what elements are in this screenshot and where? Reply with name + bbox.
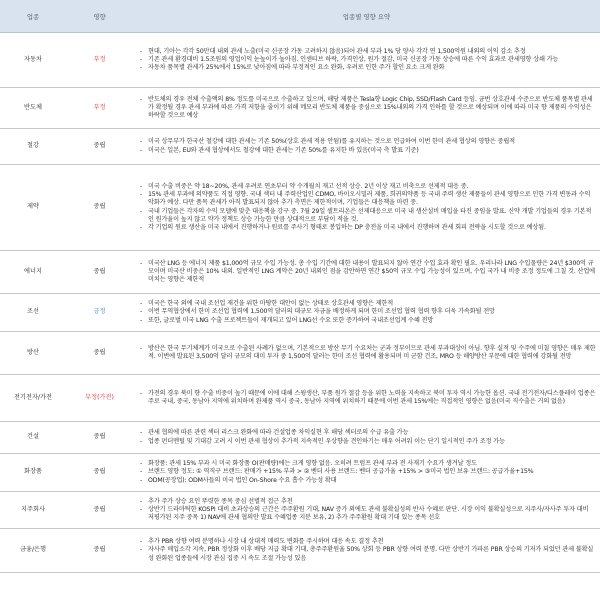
impact-cell: 부정 xyxy=(66,88,133,129)
industry-cell: 건설 xyxy=(0,422,66,454)
summary-list xyxy=(139,498,596,523)
summary-bullet: - 미국산 LNG 등 에너지 제품 $1,000억 규모 수입 가능성. 총 수입 기간에 대한 내용이 발표되지 않아 연간 수입 효과 확인 필요. 우리나라 LNG 수입물량은 24년 $300억 규모이며 미국산 비중은 10% 내외. 일반적인 LNG 계약은 20년 내외인 점을 감안하면 연간 $50억 규모 수입 가능성이 있으며, 수입 국가 내 비중 조정 정도에 그칠 것. 산업에 미치는 영향은 제한적 xyxy=(148,260,596,285)
industry-cell: 자동차 xyxy=(0,33,66,88)
industry-cell: 지주회사 xyxy=(0,492,66,529)
impact-cell: 부정(가전) xyxy=(66,375,133,422)
industry-cell: 금융/은행 xyxy=(0,529,66,573)
table-row xyxy=(0,375,600,422)
impact-cell: 중립 xyxy=(66,251,133,294)
summary-cell xyxy=(133,33,600,88)
summary-bullet: - ODM(공장업): ODM사들의 미국 법인 On-Shore 수요 흡수 가능성 확대 xyxy=(148,477,596,485)
table-row xyxy=(0,529,600,573)
impact-cell: 긍정 xyxy=(66,294,133,332)
summary-bullet: - 각 기업의 원료 생산을 미국 내에서 진행하거나 원료를 주사기 형태로 봉입하는 DP 충전을 미국 내에서 진행하며 관세 회피 전략을 시도할 것으로 예상됨. xyxy=(148,224,596,232)
summary-bullet: - 자사주 매입소각 지속, PBR 정상화 이후 배당 지급 확대 기대, 총주주환원율 50% 상회 등 PBR 상향 여력 분명. 다만 상반기 가파른 PBR 상승의 기저가 되었던 관세 불확실성 완화된 업종들에 시장 관심 집중 시 속도 조절 가능성 있음 xyxy=(148,546,596,563)
summary-bullet: - 업종 펀더멘털 및 기대감 고려 시 이번 관세 협상이 추가적 지속적인 우상향을 견인하기는 매우 어려워 이는 단기 일시적인 주가 조정 가능 xyxy=(148,438,596,446)
summary-bullet: - 15% 관세 부과에 의약품도 직접 영향. 국내 섹터 내 주력산업인 CDMO, 바이오시밀러 제품, 희귀의약품 등 국내 주력 생산 제품들이 관세 영향으로 인한 가격 변동과 수익 악화가 예상. 다만 품목 관세가 아직 발표되지 않아 추가 측면은 제한적이며, 기업들은 대응책을 마련 중. xyxy=(148,191,596,208)
summary-cell xyxy=(133,529,600,573)
summary-list xyxy=(139,429,596,446)
summary-bullet: - 현대, 기아는 각각 50만대 내외 관세 노출(미국 신공장 가동 고려하지 않음)되어 관세 부과 1% 당 양사 각각 연 1,500억원 내외의 이익 감소 추정 xyxy=(148,48,596,56)
impact-cell: 부정 xyxy=(66,33,133,88)
summary-cell xyxy=(133,492,600,529)
summary-cell xyxy=(133,129,600,165)
table-row xyxy=(0,129,600,165)
table-row xyxy=(0,88,600,129)
summary-bullet: - 기존 관세 환경대비 1.5조원의 영업이익 눈높이가 높아짐. 인센티브 하락, 가격인상, 원가 절감, 미국 신공장 가동 상승에 따른 수익 효과로 관세영향 상쇄 가능 xyxy=(148,56,596,64)
summary-bullet: - 이번 무역협상에서 한미 조선업 협력에 1,500억 달러의 대규모 자금을 배정하게 되며 한미 조선업 협력 협력 향후 더욱 가속화될 전망 xyxy=(148,308,596,316)
summary-bullet: - 브랜드 영향 정도: ① 역직구 브랜드: 판매가 +15% 부과 > ② 벤더 사용 브랜드: 벤더 공급가율 +15% > ③미국 법인 보유 브랜드: 공급가율+15% xyxy=(148,468,596,476)
summary-bullet: - 또한, 글로벌 미국 LNG 수출 프로젝트들이 재개되고 있어 LNG선 수요 또한 증가하여 국내조선업계 수혜 전망 xyxy=(148,317,596,325)
summary-list xyxy=(139,300,596,325)
summary-cell xyxy=(133,422,600,454)
summary-list xyxy=(139,345,596,362)
summary-bullet: - 반도체의 경우 전체 수출액의 8% 정도를 미국으로 수출하고 있으며, 해당 제품은 Tesla향 Logic Chip, SSD/Flash Card 등임. 금번 상호관세 수준으로 반도체 품목별 관세가 확정될 경우 관세 부과에 따른 가격 저항을 줄이기 위해 메모리 반도체 제품을 중심으로 15%내외의 가격 인하를 할 것으로 예상되며 이에 따라 미국 향 제품의 수익성은 하락할 것으로 예상 xyxy=(148,96,596,121)
industry-cell: 제약 xyxy=(0,165,66,251)
table-row xyxy=(0,33,600,88)
summary-cell xyxy=(133,454,600,492)
table-row xyxy=(0,492,600,529)
industry-cell: 철강 xyxy=(0,129,66,165)
header-impact: 영향 xyxy=(66,0,133,33)
impact-cell: 중립 xyxy=(66,129,133,165)
industry-cell: 반도체 xyxy=(0,88,66,129)
summary-bullet: - 화장품: 관세 15% 부과 시 미국 화장품 O(판매량)에는 크게 영향 없음. 오히려 트럼프 관세 부과 전 사재기 수요가 생겨날 정도 xyxy=(148,460,596,468)
summary-bullet: - 국내 기업들은 각자의 수익 모델에 맞춘 대응책을 강구 중. 7월 29일 셀트리온은 선제대응으로 미국 내 생산설비 매입을 타진 중임을 발표. 신약 개발 기업들의 경우 기본적인 원가율이 높지 않고 약가 정책도 상승 가능한 만큼 상대적으로 부담이 적을 것. xyxy=(148,208,596,225)
industry-cell: 화장품 xyxy=(0,454,66,492)
summary-list xyxy=(139,183,596,233)
industry-cell: 에너지 xyxy=(0,251,66,294)
impact-cell: 중립 xyxy=(66,492,133,529)
summary-bullet: - 자동차 품목별 관세가 25%에서 15%로 낮아짐에 따라 부정적인 요소 완화, 우려로 인한 주가 할인 요소 크게 완화 xyxy=(148,64,596,72)
summary-cell xyxy=(133,88,600,129)
impact-cell: 중립 xyxy=(66,165,133,251)
table-row xyxy=(0,454,600,492)
summary-bullet: - 추가 주가 상승 요인 뚜렷한 종목 중심 선별적 접근 추천 xyxy=(148,498,596,506)
summary-cell xyxy=(133,375,600,422)
summary-cell xyxy=(133,294,600,332)
industry-cell: 방산 xyxy=(0,332,66,375)
summary-list xyxy=(139,48,596,73)
table-row xyxy=(0,422,600,454)
header-industry: 업종 xyxy=(0,0,66,33)
summary-bullet: - 미국 수출 비중은 약 18~20%, 관세 우려로 연초부터 약 수개월치 재고 선적 상승. 2년 이상 재고 비축으로 선제적 대응 중. xyxy=(148,183,596,191)
summary-list xyxy=(139,260,596,285)
table-row xyxy=(0,251,600,294)
summary-bullet: - 미국은 일본, EU와 관세 협상에서도 철강에 대한 관세는 기존 50%를 유지한 바 있음(미국 측 발표 기준) xyxy=(148,147,596,155)
summary-list xyxy=(139,138,596,155)
summary-bullet: - 관세 협의에 따른 관련 섹터 리스크 완화에 따라 건설업종 차익실현 후 해당 섹터로의 수급 유출 가능 xyxy=(148,429,596,437)
summary-list xyxy=(139,96,596,121)
summary-cell xyxy=(133,332,600,375)
table-row xyxy=(0,165,600,251)
industry-cell: 전기전자/가전 xyxy=(0,375,66,422)
summary-list xyxy=(139,460,596,485)
table-body xyxy=(0,33,600,573)
summary-bullet: - 가전의 경우 북미 향 수출 비중이 높기 때문에 이에 대해 스윙생산, 부품 원가 절감 등을 위한 노력을 지속하고 북미 투자 역시 가능한 옵션. 국내 전기전자/디스플레이 업종은 주로 국내, 중국, 동남아 지역에 위치하며 완제품 역시 중국, 동남아 지역에 위치하기 때문에 이번 관세 15%에는 직접적인 영향은 없음(미국 직수출은 거의 없음) xyxy=(148,390,596,407)
industry-cell: 조선 xyxy=(0,294,66,332)
header-summary: 업종별 영향 요약 xyxy=(133,0,600,33)
impact-cell: 중립 xyxy=(66,422,133,454)
summary-bullet: - 추가 PBR 상향 여력 분명하나 시장 내 상대적 매력도 변화를 주시하며 대응 속도 결정 추천 xyxy=(148,538,596,546)
summary-bullet: - 미국 상무부가 한국산 철강에 대한 관세는 기존 50%(상호 관세 적용 안됨)를 유지하는 것으로 언급하여 이번 한미 관세 협상의 영향은 중립적 xyxy=(148,138,596,146)
summary-list xyxy=(139,390,596,407)
summary-bullet: - 방산은 한국 무기체계가 미국으로 수출된 사례가 없으며, 기본적으로 방산 무기 수요처는 군과 정부이므로 관세 부과대상이 아님. 향후 실적 및 수주에 미칠 영향은 매우 제한적. 이번에 발표된 3,500억 달러 규모의 대미 투자 중 1,500억 달러는 한미 조선 협력에 활용되며 미 군함 건조, MRO 등 해양방산 부문에 대한 협력에 강화될 전망 xyxy=(148,345,596,362)
summary-cell xyxy=(133,165,600,251)
summary-bullet: - 미국은 한국 외에 국내 조선업 재건을 위한 마땅한 대안이 없는 상태로 상호관세 영향은 제한적 xyxy=(148,300,596,308)
summary-list xyxy=(139,538,596,563)
table-header-row xyxy=(0,0,600,33)
summary-bullet: - 상반기 드라마틱한 KOSPI 대비 초과상승의 근간은 주주환원 기대, NAV 증가 외에도 관세 불확실성의 반사 수혜로 판단. 시장 이익 불확실성으로 지주사/자사주 투자 대비 저평가된 지주 중목 1) NAV에 관세 협의안 발표 수혜업종 지분 보유, 2) 추가 주주환원 확대 기대 있는 종목 선호 xyxy=(148,506,596,523)
impact-cell: 중립 xyxy=(66,529,133,573)
table-row xyxy=(0,332,600,375)
summary-cell xyxy=(133,251,600,294)
table-row xyxy=(0,294,600,332)
impact-cell: 중립 xyxy=(66,332,133,375)
impact-cell: 중립 xyxy=(66,454,133,492)
